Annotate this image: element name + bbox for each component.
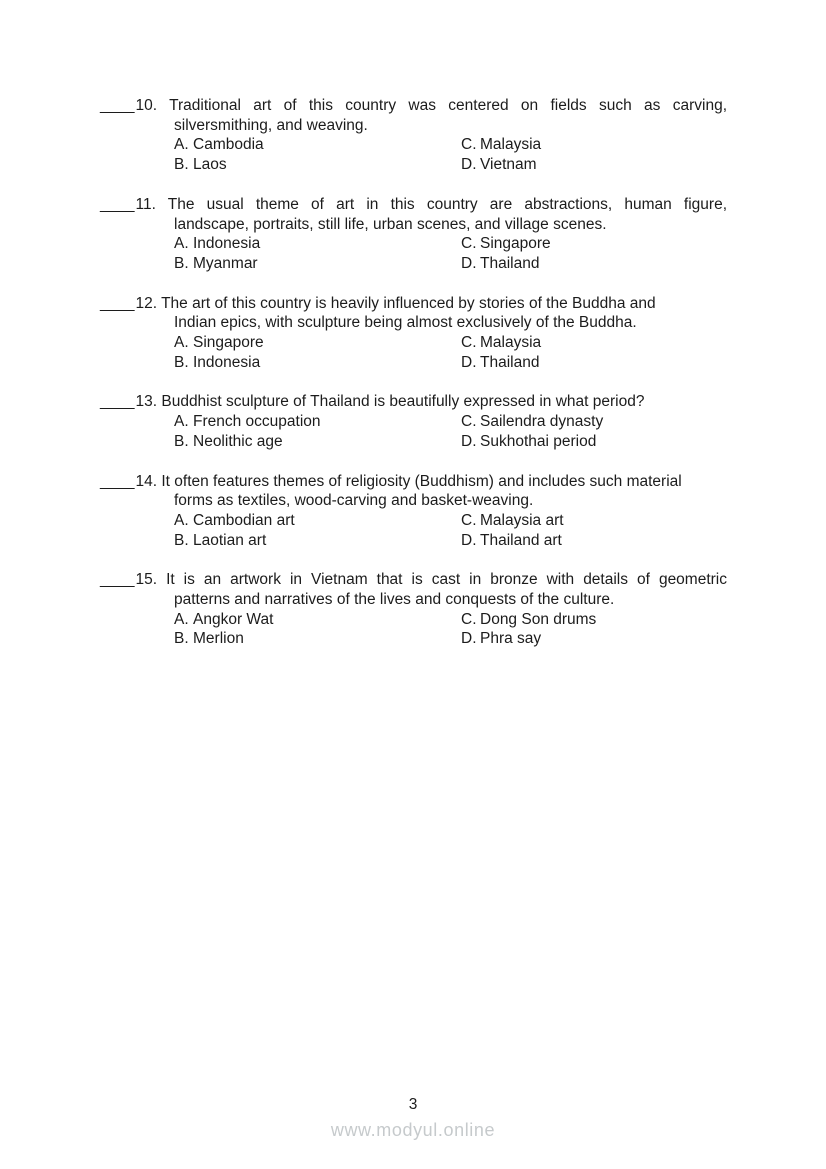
option-a bbox=[174, 234, 461, 254]
option-a bbox=[174, 511, 461, 531]
option-d bbox=[461, 254, 727, 274]
option-text: Phra say bbox=[480, 630, 542, 648]
question-15 bbox=[100, 570, 727, 649]
option-text: Vietnam bbox=[480, 156, 537, 174]
question-line bbox=[100, 392, 727, 412]
question-text: Traditional art of this country was centered on fields such as carving, bbox=[169, 97, 728, 114]
options-grid bbox=[100, 135, 727, 174]
question-line bbox=[100, 96, 727, 116]
question-text-continued: Indian epics, with sculpture being almost exclusively of the Buddha. bbox=[174, 314, 637, 332]
option-text: Laotian art bbox=[193, 531, 267, 549]
option-c bbox=[461, 610, 727, 630]
option-text: Indonesia bbox=[193, 235, 261, 253]
option-text: Dong Son drums bbox=[480, 610, 597, 628]
option-a bbox=[174, 135, 461, 155]
question-14 bbox=[100, 472, 727, 551]
question-10 bbox=[100, 96, 727, 175]
question-text-block bbox=[100, 392, 727, 412]
answer-blank: ____ bbox=[100, 97, 135, 114]
question-text-continued: landscape, portraits, still life, urban scenes, and village scenes. bbox=[174, 215, 607, 233]
question-text-block bbox=[100, 570, 727, 609]
options-grid bbox=[100, 511, 727, 550]
option-letter: C. bbox=[461, 334, 477, 352]
page-number: 3 bbox=[408, 1096, 418, 1113]
option-letter: C. bbox=[461, 610, 477, 628]
option-d bbox=[461, 432, 727, 452]
question-text-block bbox=[100, 96, 727, 135]
question-number: 12. bbox=[135, 294, 158, 312]
option-text: French occupation bbox=[193, 413, 321, 431]
answer-blank: ____ bbox=[100, 571, 135, 589]
option-letter: C. bbox=[461, 136, 477, 154]
question-line bbox=[100, 294, 727, 314]
option-letter: B. bbox=[174, 432, 189, 450]
option-d bbox=[461, 531, 727, 551]
option-b bbox=[174, 432, 461, 452]
option-c bbox=[461, 412, 727, 432]
question-11 bbox=[100, 195, 727, 274]
option-letter: B. bbox=[174, 531, 189, 549]
quiz-page-content bbox=[100, 96, 727, 669]
option-text: Neolithic age bbox=[193, 432, 283, 450]
question-text-block bbox=[100, 472, 727, 511]
question-text-block bbox=[100, 294, 727, 333]
options-grid bbox=[100, 610, 727, 649]
answer-blank: ____ bbox=[100, 393, 135, 411]
question-text: It often features themes of religiosity (Buddhism) and includes such material bbox=[161, 472, 682, 490]
question-line bbox=[100, 570, 727, 590]
option-c bbox=[461, 234, 727, 254]
options-grid bbox=[100, 234, 727, 273]
answer-blank: ____ bbox=[100, 195, 135, 213]
option-text: Cambodian art bbox=[193, 511, 295, 529]
option-c bbox=[461, 511, 727, 531]
option-letter: A. bbox=[174, 235, 189, 253]
option-letter: B. bbox=[174, 254, 189, 272]
option-c bbox=[461, 135, 727, 155]
question-text: The art of this country is heavily influenced by stories of the Buddha and bbox=[161, 294, 656, 312]
option-text: Merlion bbox=[193, 630, 244, 648]
option-letter: A. bbox=[174, 413, 189, 431]
question-text-continued: silversmithing, and weaving. bbox=[174, 116, 368, 134]
question-number: 15. bbox=[135, 571, 158, 589]
option-text: Sukhothai period bbox=[480, 432, 597, 450]
option-a bbox=[174, 412, 461, 432]
option-text: Malaysia bbox=[480, 334, 542, 352]
option-b bbox=[174, 531, 461, 551]
option-d bbox=[461, 353, 727, 373]
question-text-block bbox=[100, 195, 727, 234]
option-letter: D. bbox=[461, 531, 477, 549]
question-text-continued: forms as textiles, wood-carving and basket-weaving. bbox=[174, 492, 534, 510]
option-a bbox=[174, 333, 461, 353]
answer-blank: ____ bbox=[100, 472, 135, 490]
option-text: Myanmar bbox=[193, 254, 258, 272]
watermark-text: www.modyul.online bbox=[330, 1120, 496, 1140]
question-text: The usual theme of art in this country are abstractions, human figure, bbox=[167, 195, 727, 213]
option-letter: D. bbox=[461, 630, 477, 648]
option-b bbox=[174, 629, 461, 649]
option-letter: C. bbox=[461, 511, 477, 529]
option-letter: A. bbox=[174, 334, 189, 352]
option-letter: D. bbox=[461, 432, 477, 450]
option-text: Malaysia art bbox=[480, 511, 564, 529]
option-letter: D. bbox=[461, 254, 477, 272]
option-letter: A. bbox=[174, 136, 189, 154]
option-b bbox=[174, 254, 461, 274]
option-text: Cambodia bbox=[193, 136, 264, 154]
question-number: 11. bbox=[135, 195, 156, 213]
option-d bbox=[461, 629, 727, 649]
option-d bbox=[461, 155, 727, 175]
option-c bbox=[461, 333, 727, 353]
option-letter: A. bbox=[174, 610, 189, 628]
question-line bbox=[100, 472, 727, 492]
option-letter: B. bbox=[174, 353, 189, 371]
option-letter: D. bbox=[461, 353, 477, 371]
option-letter: B. bbox=[174, 630, 189, 648]
option-a bbox=[174, 610, 461, 630]
options-grid bbox=[100, 333, 727, 372]
option-text: Sailendra dynasty bbox=[480, 413, 604, 431]
option-text: Singapore bbox=[480, 235, 551, 253]
question-number: 13. bbox=[135, 393, 158, 411]
option-letter: B. bbox=[174, 156, 189, 174]
option-text: Indonesia bbox=[193, 353, 261, 371]
option-letter: D. bbox=[461, 156, 477, 174]
option-text: Thailand art bbox=[480, 531, 562, 549]
option-text: Angkor Wat bbox=[193, 610, 274, 628]
question-number: 10. bbox=[135, 97, 158, 114]
option-text: Thailand bbox=[480, 353, 540, 371]
options-grid bbox=[100, 412, 727, 451]
question-12 bbox=[100, 294, 727, 373]
question-13 bbox=[100, 392, 727, 451]
question-text-continued: patterns and narratives of the lives and conquests of the culture. bbox=[174, 591, 615, 609]
option-letter: C. bbox=[461, 413, 477, 431]
option-text: Laos bbox=[193, 156, 227, 174]
option-text: Malaysia bbox=[480, 136, 542, 154]
question-number: 14. bbox=[135, 472, 158, 490]
option-letter: A. bbox=[174, 511, 189, 529]
question-line bbox=[100, 195, 727, 215]
option-letter: C. bbox=[461, 235, 477, 253]
question-text: It is an artwork in Vietnam that is cast in bronze with details of geometric bbox=[166, 571, 727, 589]
option-b bbox=[174, 155, 461, 175]
answer-blank: ____ bbox=[100, 294, 135, 312]
option-b bbox=[174, 353, 461, 373]
option-text: Singapore bbox=[193, 334, 264, 352]
option-text: Thailand bbox=[480, 254, 540, 272]
question-text: Buddhist sculpture of Thailand is beautifully expressed in what period? bbox=[161, 393, 645, 411]
